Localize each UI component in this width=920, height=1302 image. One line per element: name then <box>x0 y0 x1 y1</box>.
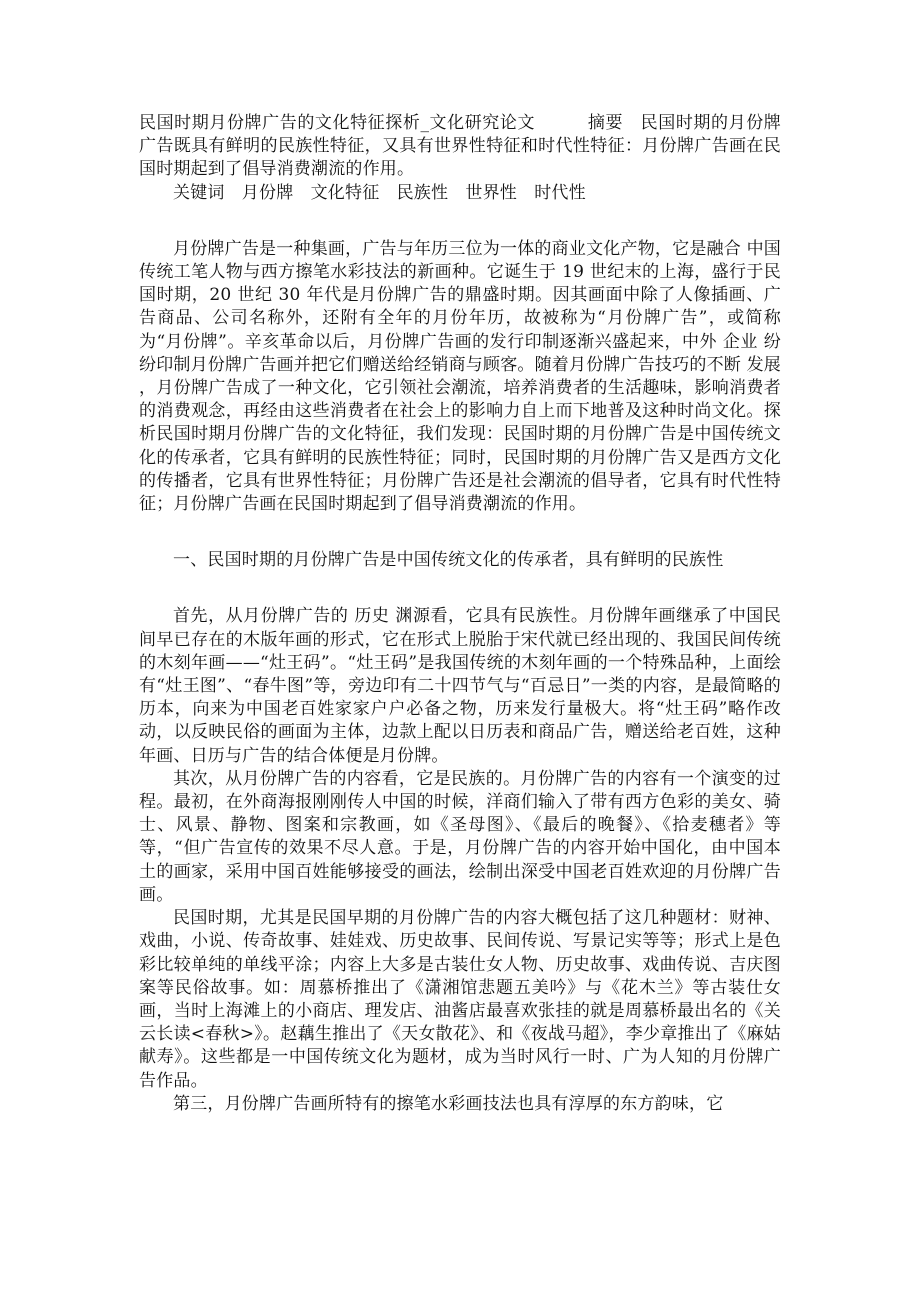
document-header <box>139 112 781 182</box>
document-title: 民国时期月份牌广告的文化特征探析_文化研究论文 <box>139 113 536 133</box>
abstract-label: 摘要 <box>587 113 624 133</box>
body-paragraph: 民国时期，尤其是民国早期的月份牌广告的内容大概包括了这几种题材：财神、戏曲，小说、传奇故事、娃娃戏、历史故事、民间传说、写景记实等等；形式上是色彩比较单纯的单线平涂；内容上大多是古装仕女人物、历史故事、戏曲传说、吉庆图案等民俗故事。如：周慕桥推出了《潇湘馆悲题五美吟》与《花木兰》等古装仕女画，当时上海滩上的小商店、理发店、油酱店最喜欢张挂的就是周慕桥最出名的《关云长读<春秋>》。赵藕生推出了《天女散花》、和《夜战马超》，李少章推出了《麻姑献寿》。这些都是一中国传统文化为题材，成为当时风行一时、广为人知的月份牌广告作品。 <box>139 908 781 1091</box>
body-paragraph: 第三，月份牌广告画所特有的擦笔水彩画技法也具有淳厚的东方韵味，它 <box>173 1093 724 1114</box>
section-heading: 一、民国时期的月份牌广告是中国传统文化的传承者，具有鲜明的民族性 <box>173 550 724 571</box>
body-paragraph: 首先，从月份牌广告的 历史 渊源看，它具有民族性。月份牌年画继承了中国民间早已存在的木版年画的形式，它在形式上脱胎于宋代就已经出现的、我国民间传统的木刻年画——“灶王码”。“灶王码”是我国传统的木刻年画的一个特殊品种，上面绘有“灶王图”、“春牛图”等，旁边印有二十四节气与“百忌日”一类的内容，是最简略的历本，向来为中国老百姓家家户户必备之物，历来发行量极大。将“灶王码”略作改动，以反映民俗的画面为主体，边款上配以日历表和商品广告，赠送给老百姓，这种年画、日历与广告的结合体便是月份牌。 <box>139 606 781 766</box>
keywords-line: 关键词 月份牌 文化特征 民族性 世界性 时代性 <box>173 182 586 203</box>
body-paragraph: 其次，从月份牌广告的内容看，它是民族的。月份牌广告的内容有一个演变的过程。最初，在外商海报刚刚传人中国的时候，洋商们输入了带有西方色彩的美女、骑士、风景、静物、图案和宗教画，如《圣母图》、《最后的晚餐》、《拾麦穗者》等等，“但广告宣传的效果不尽人意。于是，月份牌广告的内容开始中国化，由中国本土的画家，采用中国百姓能够接受的画法，绘制出深受中国老百姓欢迎的月份牌广告画。 <box>139 768 781 905</box>
intro-paragraph: 月份牌广告是一种集画，广告与年历三位为一体的商业文化产物，它是融合 中国 传统工笔人物与西方擦笔水彩技法的新画种。它诞生于 19 世纪末的上海，盛行于民国时期，20 世纪 30 年代是月份牌广告的鼎盛时期。因其画面中除了人像插画、广告商品、公司名称外，还附有全年的月份年历，故被称为“月份牌广告”，或简称为“月份牌”。辛亥革命以后，月份牌广告画的发行印制逐渐兴盛起来，中外 企业 纷纷印制月份牌广告画并把它们赠送给经销商与顾客。随着月份牌广告技巧的不断 发展 ，月份牌广告成了一种文化，它引领社会潮流，培养消费者的生活趣味，影响消费者的消费观念，再经由这些消费者在社会上的影响力自上而下地普及这种时尚文化。探析民国时期月份牌广告的文化特征，我们发现：民国时期的月份牌广告是中国传统文化的传承者，它具有鲜明的民族性特征；同时，民国时期的月份牌广告又是西方文化的传播者，它具有世界性特征；月份牌广告还是社会潮流的倡导者，它具有时代性特征；月份牌广告画在民国时期起到了倡导消费潮流的作用。 <box>139 238 782 515</box>
document-page <box>139 112 781 1116</box>
abstract-text: 民国时期的月份牌广告既具有鲜明的民族性特征，又具有世界性特征和时代性特征：月份牌广告画在民国时期起到了倡导消费潮流的作用。 <box>139 113 781 180</box>
